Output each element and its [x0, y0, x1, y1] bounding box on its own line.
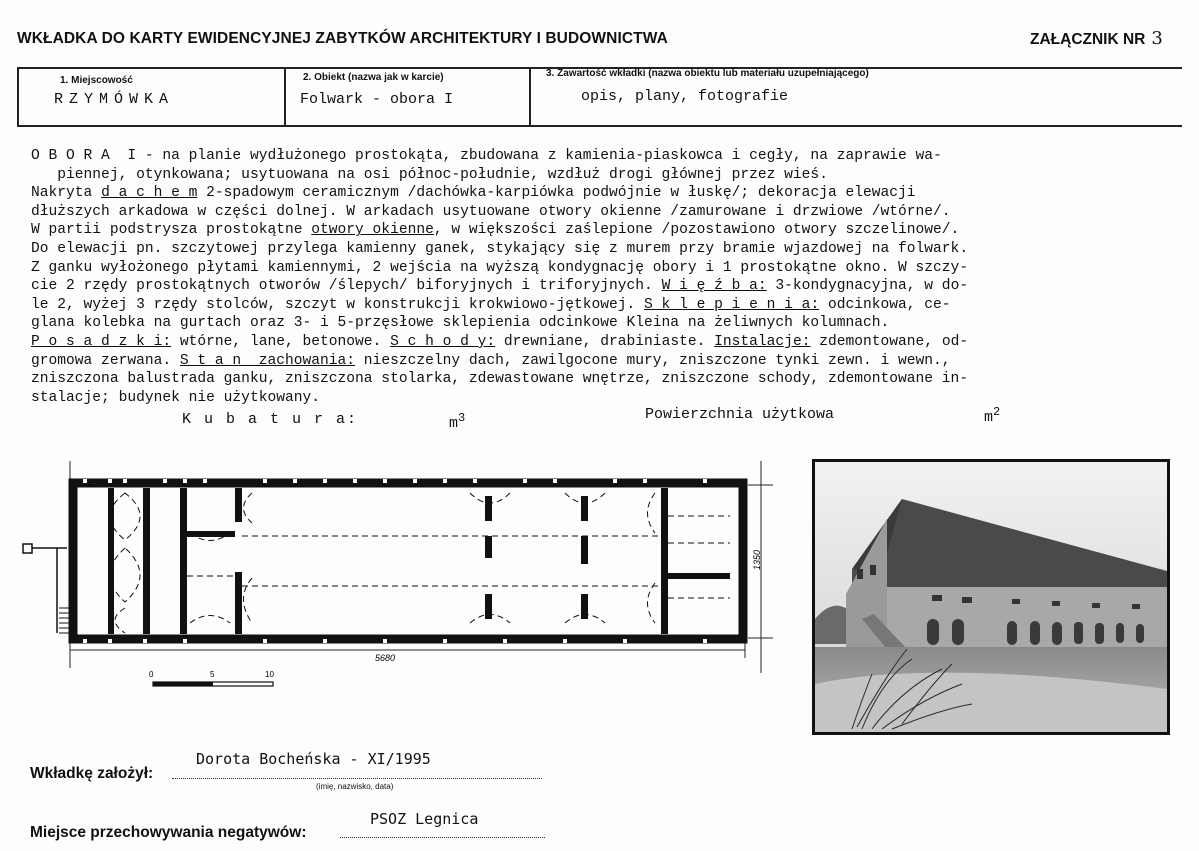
- desc-heading: O B O R A I: [31, 148, 137, 164]
- desc-line: [31, 333, 1146, 352]
- column-row-a3: [485, 594, 492, 619]
- annex-label: [1030, 28, 1163, 49]
- place-label: 1. Miejscowość: [60, 75, 133, 86]
- column-row-b1: [581, 496, 588, 521]
- building-photograph: [812, 459, 1170, 735]
- desc-segment: gromowa zerwana.: [31, 352, 180, 369]
- storage-value: PSOZ Legnica: [370, 810, 479, 828]
- plan-length-label: 5680: [375, 653, 396, 663]
- author-label: Wkładkę założył:: [30, 765, 154, 782]
- desc-term-truss: W i ę ź b a:: [661, 278, 767, 295]
- gate-symbol: [23, 544, 32, 553]
- desc-line: dłuższych arkadowa w części dolnej. W arkadach usytuowane otwory okienne /zamurowane i drzwiowe /wtórne/.: [31, 203, 951, 220]
- volume-label: K u b a t u r a:: [182, 411, 359, 428]
- column-row-a1: [485, 496, 492, 521]
- table-bottom-rule: [17, 125, 1182, 127]
- area-unit: [984, 405, 1000, 426]
- desc-segment: odcinkowa, ce-: [819, 296, 951, 313]
- desc-line: [31, 184, 1146, 203]
- desc-line: Do elewacji pn. szczytowej przylega kamienny ganek, stykający się z murem przy bramie wjazdowej na folwark.: [31, 240, 969, 257]
- desc-term-floors: P o s a d z k i:: [31, 333, 172, 350]
- desc-segment: 2-spadowym ceramicznym /dachówka-karpiówka podwójnie w łuskę/; dekoracja elewacji: [197, 185, 916, 202]
- scale-label-0: 0: [149, 670, 154, 679]
- table-divider-2: [529, 67, 531, 127]
- object-value: Folwark - obora I: [300, 91, 454, 108]
- annex-number: 3: [1151, 28, 1163, 49]
- inner-wall-4b: [235, 572, 242, 634]
- scale-bar: [149, 670, 274, 686]
- desc-term-installations: Instalacje:: [714, 333, 811, 350]
- desc-segment: zdemontowane, od-: [810, 333, 969, 350]
- desc-segment: - na planie wydłużonego prostokąta, zbudowana z kamienia-piaskowca i cegły, na zaprawie wa-: [136, 148, 942, 164]
- floor-plan-drawing: [15, 458, 775, 698]
- desc-segment: , w większości zaślepione /pozostawiono otwory szczelinowe/.: [433, 222, 960, 239]
- desc-line: Z ganku wyłożonego płytami kamiennymi, 2 wejścia na wyższą kondygnację obory i 1 prostokątne okno. W szczy-: [31, 259, 969, 276]
- vault-lines: [110, 493, 730, 633]
- table-left-rule: [17, 67, 19, 127]
- volume-unit-m: m: [449, 415, 459, 432]
- scale-label-5: 5: [210, 670, 215, 679]
- table-divider-1: [284, 67, 286, 127]
- column-row-a2: [485, 536, 492, 558]
- inner-wall-2: [143, 488, 150, 634]
- inner-wall-6: [668, 573, 730, 579]
- desc-line: [31, 277, 1146, 296]
- desc-line: piennej, otynkowana; usytuowana na osi północ-południe, wzdłuż drogi głównej przez wieś.: [31, 166, 828, 183]
- author-value: Dorota Bocheńska - XI/1995: [196, 750, 431, 768]
- desc-segment: cie 2 rzędy prostokątnych otworów /ślepych/ biforyjnych i triforyjnych.: [31, 278, 662, 295]
- area-exponent: 2: [993, 405, 1001, 419]
- desc-line: [31, 221, 1146, 240]
- inner-wall-4a: [235, 488, 242, 522]
- desc-term-windows: otwory okienne: [311, 222, 434, 239]
- desc-line: [31, 296, 1146, 315]
- column-row-b3: [581, 594, 588, 619]
- form-title: WKŁADKA DO KARTY EWIDENCYJNEJ ZABYTKÓW ARCHITEKTURY I BUDOWNICTWA: [17, 30, 668, 47]
- desc-segment: nieszczelny dach, zawilgocone mury, zniszczone tynki zewn. i wewn.,: [355, 352, 951, 369]
- desc-segment: wtórne, lane, betonowe.: [171, 333, 391, 350]
- plan-width-label: 1350: [752, 549, 762, 570]
- desc-segment: 3-kondygnacyjna, w do-: [766, 278, 969, 295]
- object-label: 2. Obiekt (nazwa jak w karcie): [303, 72, 444, 83]
- author-dotted-line: [172, 777, 542, 779]
- place-value: RZYMÓWKA: [54, 91, 175, 108]
- inner-wall-3: [180, 488, 187, 634]
- storage-dotted-line: [340, 836, 545, 838]
- storage-label: Miejsce przechowywania negatywów:: [30, 824, 307, 841]
- content-value: opis, plany, fotografie: [581, 88, 789, 105]
- outer-walls: [73, 483, 743, 639]
- volume-exponent: 3: [458, 411, 466, 425]
- desc-line: [31, 147, 1146, 166]
- desc-line: zniszczona balustrada ganku, zniszczona stolarka, zdewastowane wnętrze, zniszczone schody, zdemontowane in-: [31, 371, 969, 388]
- desc-term-stairs: S c h o d y:: [390, 333, 496, 350]
- description-text: [31, 147, 1146, 407]
- wall-openings: [85, 479, 705, 643]
- area-label: Powierzchnia użytkowa: [645, 406, 835, 423]
- column-row-b2: [581, 536, 588, 564]
- content-label: 3. Zawartość wkładki (nazwa obiektu lub materiału uzupełniającego): [546, 68, 869, 79]
- desc-line: stalacje; budynek nie użytkowany.: [31, 389, 321, 406]
- desc-line: [31, 352, 1146, 371]
- annex-label-text: ZAŁĄCZNIK NR: [1030, 31, 1146, 48]
- desc-segment: le 2, wyżej 3 rzędy stolców, szczyt w konstrukcji krokwiowo-jętkowej.: [31, 296, 645, 313]
- desc-segment: Nakryta: [31, 185, 102, 202]
- desc-segment: W partii podstrysza prostokątne: [31, 222, 312, 239]
- desc-term-vaults: S k l e p i e n i a:: [644, 296, 820, 313]
- desc-term-condition: S t a n zachowania:: [179, 352, 356, 369]
- area-unit-m: m: [984, 409, 994, 426]
- desc-term-roof: d a c h e m: [101, 185, 198, 202]
- desc-segment: drewniane, drabiniaste.: [495, 333, 715, 350]
- desc-line: glana kolebka na gurtach oraz 3- i 5-przęsłowe sklepienia odcinkowe Kleina na żeliwnych kolumnach.: [31, 315, 890, 332]
- volume-unit: [449, 411, 465, 432]
- inner-wall-5: [661, 488, 668, 634]
- author-hint: (imię, nazwisko, data): [316, 782, 394, 791]
- scale-label-10: 10: [265, 670, 274, 679]
